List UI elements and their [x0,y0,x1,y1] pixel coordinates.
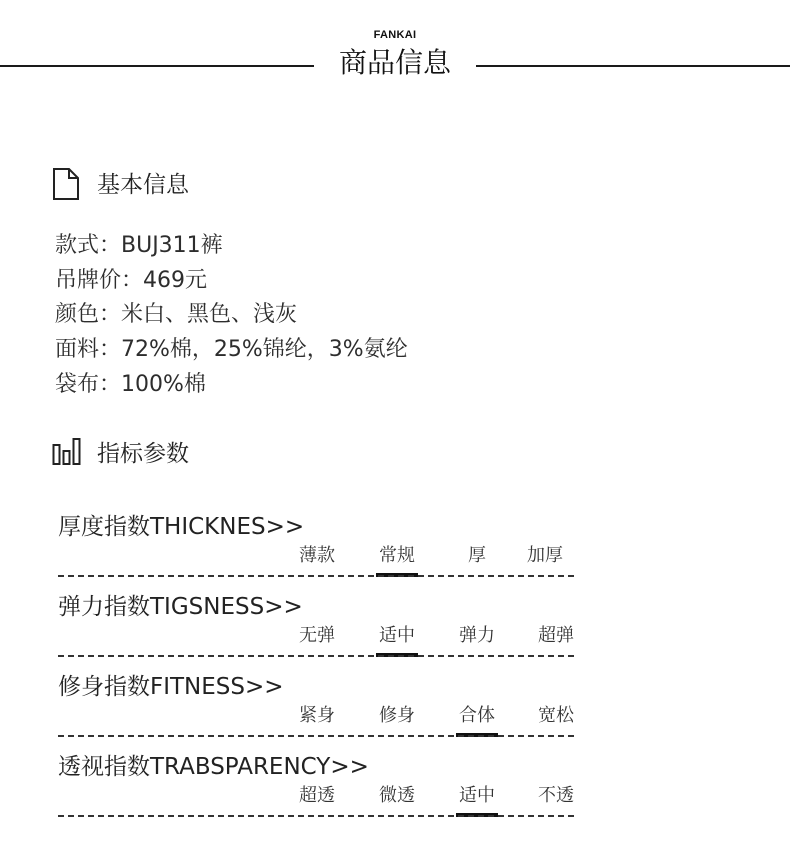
fit-gauge [58,674,576,744]
gauge-option: 薄款 [299,545,335,566]
basic-info-list [55,229,408,403]
gauge-option: 微透 [379,785,415,806]
gauge-option: 无弹 [299,625,335,646]
divider-left [0,65,314,67]
gauge-title: 弹力指数TIGSNESS>> [58,594,303,620]
gauge-title: 厚度指数THICKNES>> [58,514,305,540]
gauge-option: 加厚 [527,545,563,566]
gauge-title: 透视指数TRABSPARENCY>> [58,754,369,780]
gauge-option: 厚 [468,545,486,566]
gauge-title: 修身指数FITNESS>> [58,674,284,700]
info-color: 颜色：米白、黑色、浅灰 [55,302,298,328]
gauge-option: 修身 [379,705,415,726]
gauge-option: 常规 [376,543,418,569]
info-fabric: 面料：72%棉，25%锦纶，3%氨纶 [55,337,408,363]
dashed-divider [58,655,574,657]
gauge-option: 超弹 [538,625,574,646]
index-title: 指标参数 [97,441,189,467]
gauge-option: 紧身 [299,705,335,726]
basic-info-title: 基本信息 [97,172,189,198]
dashed-divider [58,735,574,737]
dashed-divider [58,575,574,577]
page-title: 商品信息 [338,46,451,79]
elasticity-gauge [58,594,576,664]
gauge-option: 弹力 [459,625,495,646]
info-price: 吊牌价：469元 [55,267,207,293]
bar-chart-icon [52,437,82,467]
gauge-option: 合体 [456,703,498,729]
document-icon [52,168,80,200]
gauge-option: 适中 [456,783,498,809]
dashed-divider [58,815,574,817]
thickness-gauge [58,514,576,584]
divider-right [476,65,790,67]
gauge-option: 不透 [538,785,574,806]
transparency-gauge [58,754,576,824]
gauge-option: 适中 [376,623,418,649]
info-style: 款式：BUJ311裤 [55,233,223,258]
gauge-option: 超透 [299,785,335,806]
section-header [0,44,790,84]
gauge-option: 宽松 [538,705,574,726]
brand-logo: FANKAI [373,29,417,41]
info-pocket: 袋布：100%棉 [55,371,206,397]
